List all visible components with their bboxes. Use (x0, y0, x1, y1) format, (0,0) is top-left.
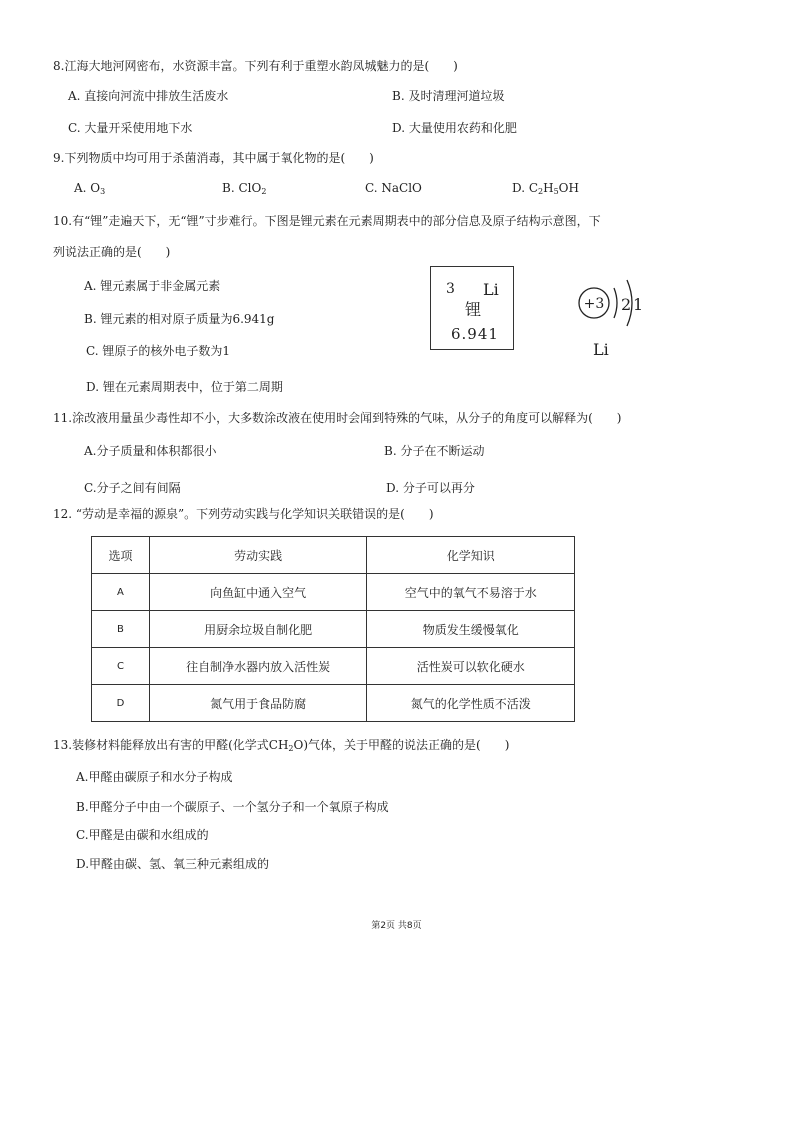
electron-shell-1 (614, 288, 617, 318)
row-option: A (92, 574, 150, 611)
row-knowledge: 空气中的氧气不易溶于水 (367, 574, 575, 611)
header-option: 选项 (92, 537, 150, 574)
q11-option-d: D. 分子可以再分 (386, 481, 475, 495)
q13-option-d: D.甲醛由碳、氢、氧三种元素组成的 (76, 857, 270, 871)
row-practice: 氮气用于食品防腐 (149, 685, 367, 722)
row-practice: 往自制净水器内放入活性炭 (149, 648, 367, 685)
q10-option-a: A. 锂元素属于非金属元素 (84, 279, 221, 293)
row-practice: 向鱼缸中通入空气 (149, 574, 367, 611)
q9-stem: 9.下列物质中均可用于杀菌消毒，其中属于氧化物的是( ) (53, 151, 374, 165)
q8-option-b: B. 及时清理河道垃圾 (392, 89, 505, 103)
nucleus-charge: +3 (583, 296, 605, 312)
q8-option-d: D. 大量使用农药和化肥 (392, 121, 517, 135)
header-practice: 劳动实践 (149, 537, 367, 574)
q13-option-c: C.甲醛是由碳和水组成的 (76, 828, 209, 842)
q12-stem: 12. “劳动是幸福的源泉”。下列劳动实践与化学知识关联错误的是( ) (53, 507, 434, 521)
element-symbol: Li (483, 280, 499, 299)
q11-option-a: A.分子质量和体积都很小 (84, 444, 217, 458)
q11-option-c: C.分子之间有间隔 (84, 481, 181, 495)
q9-option-c: C. NaClO (365, 181, 422, 195)
q9-option-b: B. ClO$_2$ (222, 181, 267, 196)
row-option: B (92, 611, 150, 648)
element-card-lithium (430, 266, 514, 350)
table-row (92, 574, 575, 611)
q11-option-b: B. 分子在不断运动 (384, 444, 485, 458)
q10-stem-line1: 10.有“锂”走遍天下，无“锂”寸步难行。下图是锂元素在元素周期表中的部分信息及原子结构示意图，下 (53, 214, 601, 228)
q13-stem: 13.装修材料能释放出有害的甲醛(化学式$CH_2O$)气体，关于甲醛的说法正确的是( ) (53, 738, 510, 753)
q9-option-a: A. $O_3$ (74, 181, 106, 196)
row-practice: 用厨余垃圾自制化肥 (149, 611, 367, 648)
row-option: C (92, 648, 150, 685)
q13-option-b: B.甲醛分子中由一个碳原子、一个氢分子和一个氧原子构成 (76, 800, 389, 814)
shell-2-electrons: 1 (633, 295, 644, 314)
q13-option-a: A.甲醛由碳原子和水分子构成 (76, 770, 233, 784)
q10-option-d: D. 锂在元素周期表中，位于第二周期 (86, 380, 283, 394)
table-row (92, 648, 575, 685)
q10-option-c: C. 锂原子的核外电子数为1 (86, 344, 231, 358)
q10-stem-line2: 列说法正确的是( ) (53, 245, 171, 259)
q9-option-d: D. $C_2H_5OH$ (512, 181, 579, 196)
q8-option-c: C. 大量开采使用地下水 (68, 121, 193, 135)
shell-1-electrons: 2 (621, 295, 632, 314)
table-row (92, 685, 575, 722)
atomic-mass: 6.941 (451, 325, 499, 343)
q11-stem: 11.涂改液用量虽少毒性却不小，大多数涂改液在使用时会闻到特殊的气味，从分子的角度可以解释为( ) (53, 411, 622, 425)
atom-structure-diagram (570, 270, 660, 360)
element-name: 锂 (465, 300, 482, 319)
row-option: D (92, 685, 150, 722)
row-knowledge: 物质发生缓慢氧化 (367, 611, 575, 648)
row-knowledge: 活性炭可以软化硬水 (367, 648, 575, 685)
q10-option-b: B. 锂元素的相对原子质量为6.941g (84, 312, 275, 326)
header-knowledge: 化学知识 (367, 537, 575, 574)
atomic-number: 3 (446, 281, 455, 297)
atom-label: Li (593, 340, 609, 359)
q8-stem: 8.江海大地河网密布，水资源丰富。下列有利于重塑水韵凤城魅力的是( ) (53, 59, 458, 73)
page-footer: 第2页 共8页 (371, 921, 422, 931)
table-row (92, 611, 575, 648)
row-knowledge: 氮气的化学性质不活泼 (367, 685, 575, 722)
q12-table (91, 536, 575, 722)
q8-option-a: A. 直接向河流中排放生活废水 (68, 89, 229, 103)
table-header-row (92, 537, 575, 574)
